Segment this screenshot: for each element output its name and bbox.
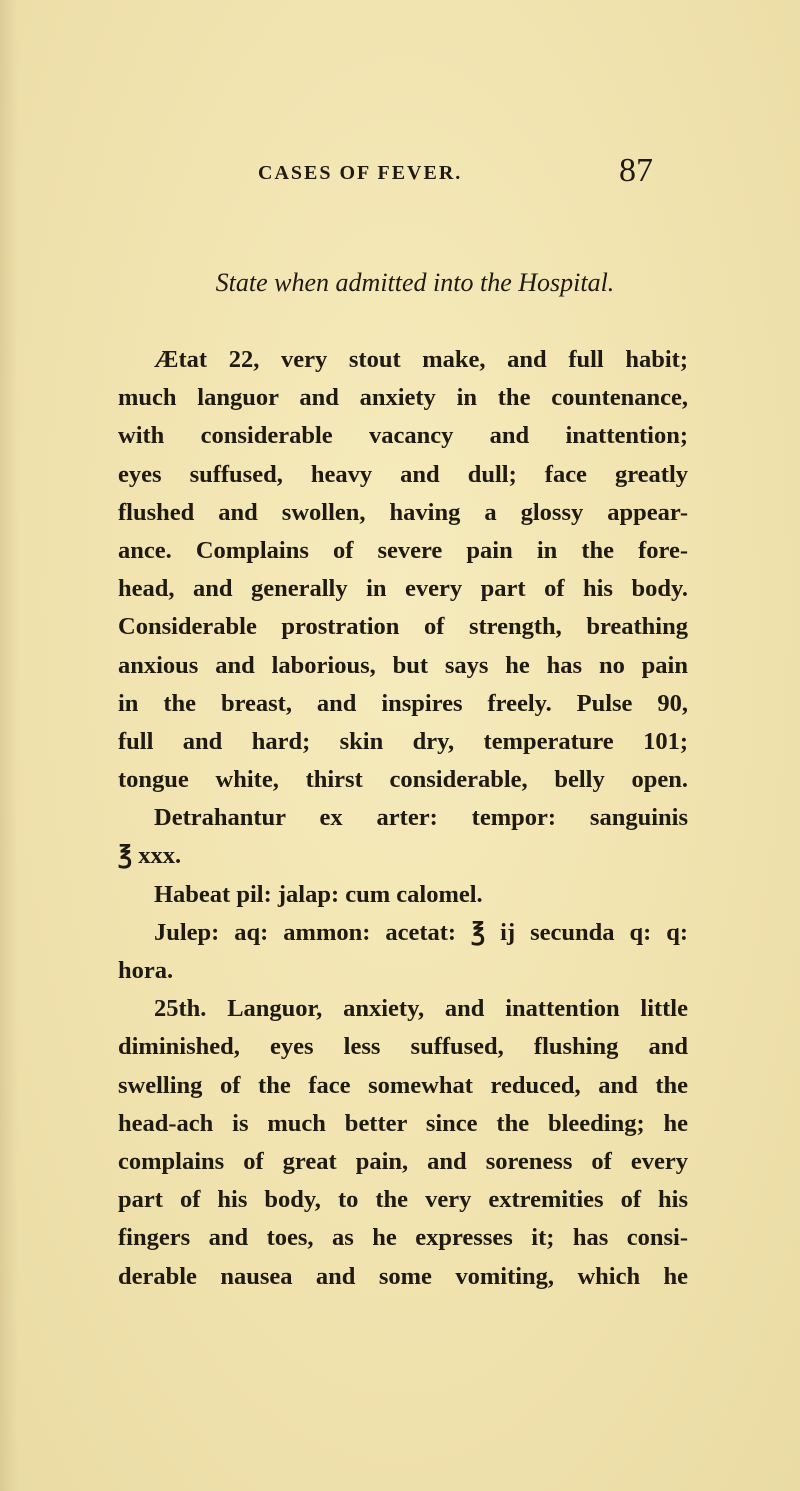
text-line: eyes suffused, heavy and dull; face greatly	[118, 460, 688, 488]
text-line: fingers and toes, as he expresses it; has consi-	[118, 1224, 688, 1252]
prescription-line: Julep: aq: ammon: acetat: ℥ ij secunda q: q:	[154, 918, 688, 946]
text-line: derable nausea and some vomiting, which he	[118, 1262, 688, 1290]
text-line: part of his body, to the very extremities of his	[118, 1186, 688, 1214]
text-line: flushed and swollen, having a glossy appear-	[118, 498, 688, 526]
text-line: with considerable vacancy and inattention;	[118, 422, 688, 450]
body-text	[118, 341, 688, 1296]
text-line: head-ach is much better since the bleeding; he	[118, 1109, 688, 1137]
text-line: much languor and anxiety in the countenance,	[118, 384, 688, 412]
text-line: diminished, eyes less suffused, flushing and	[118, 1033, 688, 1061]
text-line: in the breast, and inspires freely. Pulse 90,	[118, 689, 688, 717]
text-line: Ætat 22, very stout make, and full habit;	[154, 346, 688, 373]
page-number: 87	[619, 152, 653, 189]
running-head	[0, 152, 800, 200]
text-line: complains of great pain, and soreness of every	[118, 1147, 688, 1175]
text-line: swelling of the face somewhat reduced, and the	[118, 1071, 688, 1099]
prescription-line: Habeat pil: jalap: cum calomel.	[154, 880, 483, 908]
prescription-line: hora.	[118, 957, 174, 984]
text-line: tongue white, thirst considerable, belly open.	[118, 766, 688, 794]
text-line: Considerable prostration of strength, breathing	[118, 613, 688, 641]
section-heading: State when admitted into the Hospital.	[215, 268, 615, 297]
text-line: anxious and laborious, but says he has no pain	[118, 651, 688, 679]
prescription-line: Detrahantur ex arter: tempor: sanguinis	[154, 804, 688, 832]
text-line: head, and generally in every part of his body.	[118, 575, 688, 603]
text-line: ance. Complains of severe pain in the fore-	[118, 536, 688, 564]
prescription-line: ℥ xxx.	[118, 842, 182, 870]
text-line: 25th. Languor, anxiety, and inattention little	[154, 995, 688, 1023]
text-line: full and hard; skin dry, temperature 101;	[118, 727, 688, 755]
running-title: CASES OF FEVER.	[258, 162, 463, 184]
